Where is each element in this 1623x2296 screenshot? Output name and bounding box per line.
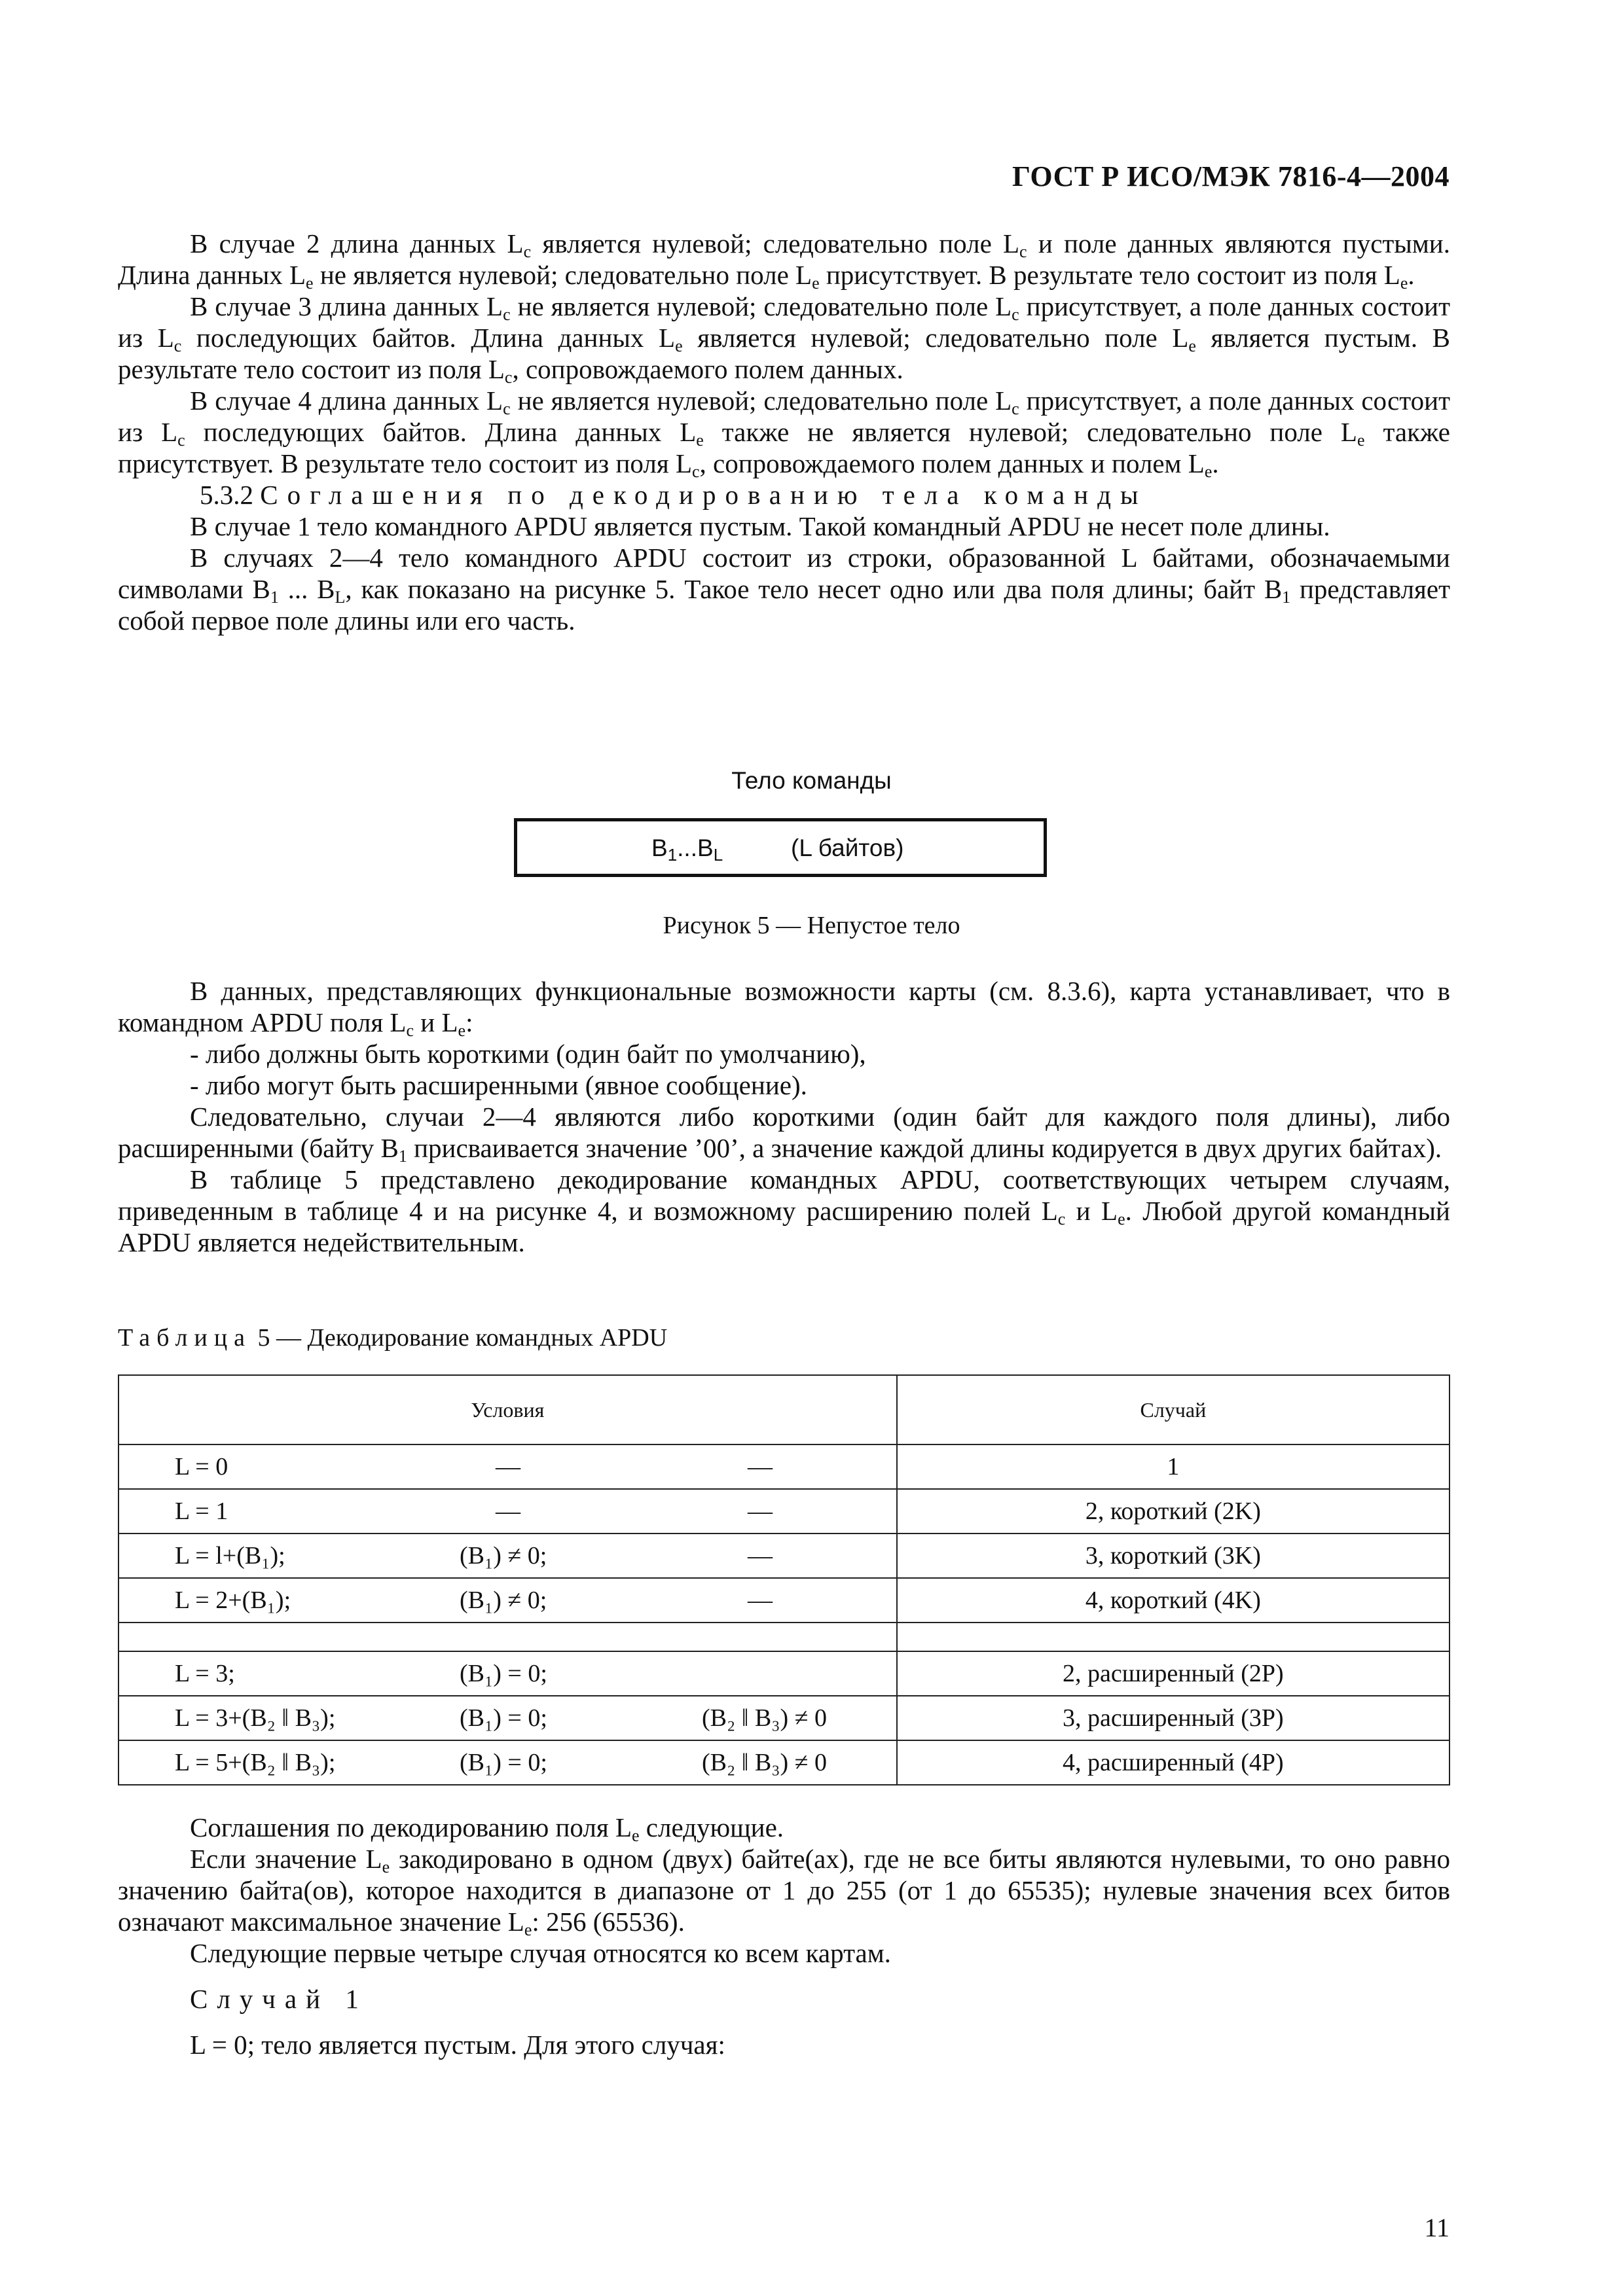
paragraph: В данных, представляющих функциональные возможности карты (см. 8.3.6), карта устанавливает, что в командном APDU поля $L_c$ и $L_e$: — [118, 976, 1450, 1040]
section-heading: 5.3.2 Соглашения по декодированию тела команды — [200, 480, 1148, 510]
paragraph: Следующие первые четыре случая относятся ко всем картам. — [190, 1938, 891, 1968]
table-caption: Таблица 5 — Декодирование командных APDU — [118, 1324, 668, 1352]
paragraph: Следовательно, случаи 2—4 являются либо короткими (один байт для каждого поля длины), либо расширенными (байту $B_1$ присваивается значение ’00’, а значение каждой длины кодируется в двух других байтах). — [118, 1102, 1450, 1166]
table-header-case: Случай — [897, 1375, 1450, 1444]
paragraph: L = 0; тело является пустым. Для этого случая: — [190, 2030, 725, 2060]
text-block-lower — [118, 1812, 1450, 2060]
table-row: L = 3+(B₂ ‖ B₃); (B₁) = 0; (B₂ ‖ B₃) ≠ 0 3, расширенный (3P) — [119, 1696, 1450, 1740]
list-item: - либо должны быть короткими (один байт по умолчанию), — [190, 1039, 866, 1069]
table-row: L = 3; (B₁) = 0; 2, расширенный (2P) — [119, 1651, 1450, 1696]
case-heading: Случай 1 — [190, 1984, 368, 2014]
paragraph: В случае 4 длина данных $L_c$ не является нулевой; следовательно поле $L_c$ присутствует, а поле данных состоит из $L_c$ последующих байтов. Длина данных $L_e$ также не является нулевой; следовательно поле $L_e$ также присутствует. В результате тело состоит из поля $L_c$, сопровождаемого полем данных и полем $L_e$. — [118, 386, 1451, 481]
document-header: ГОСТ Р ИСО/МЭК 7816-4—2004 — [1012, 160, 1450, 192]
figure-bytes-label: $B_1...B_L$ — [651, 834, 723, 865]
figure-caption: Рисунок 5 — Непустое тело — [663, 912, 960, 939]
decoding-table — [118, 1374, 1450, 1785]
page-number: 11 — [1424, 2213, 1450, 2242]
figure-command-body-box — [514, 818, 1047, 877]
paragraph: В случае 3 длина данных $L_c$ не является нулевой; следовательно поле $L_c$ присутствует, а поле данных состоит из $L_c$ последующих байтов. Длина данных $L_e$ является нулевой; следовательно поле $L_e$ является пустым. В результате тело состоит из поля $L_c$, сопровождаемого полем данных. — [118, 291, 1451, 387]
text-block-upper — [118, 228, 1450, 636]
paragraph: Если значение $L_e$ закодировано в одном (двух) байте(ах), где не все биты являются нулевыми, то оно равно значению байта(ов), которое находится в диапазоне от 1 до 255 (от 1 до 65535); нулевые значения всех битов означают максимальное значение $L_e$: 256 (65536). — [118, 1844, 1450, 1939]
paragraph: В таблице 5 представлено декодирование командных APDU, соответствующих четырем случаям, приведенным в таблице 4 и на рисунке 4, и возможному расширению полей $L_c$ и $L_e$. Любой другой командный APDU является недействительным. — [118, 1164, 1450, 1257]
table-row: L = l+(B₁); (B₁) ≠ 0; — 3, короткий (3K) — [119, 1534, 1450, 1578]
paragraph: Соглашения по декодированию поля $L_e$ следующие. — [190, 1812, 784, 1845]
paragraph: В случае 2 длина данных $L_c$ является нулевой; следовательно поле $L_c$ и поле данных являются пустыми. Длина данных $L_e$ не является нулевой; следовательно поле $L_e$ присутствует. В результате тело состоит из поля $L_e$. — [118, 228, 1450, 293]
table-row: L = 2+(B₁); (B₁) ≠ 0; — 4, короткий (4K) — [119, 1578, 1450, 1623]
table-row: L = 1 — — 2, короткий (2K) — [119, 1489, 1450, 1534]
figure-label: Тело команды — [731, 767, 892, 794]
table-row: L = 5+(B₂ ‖ B₃); (B₁) = 0; (B₂ ‖ B₃) ≠ 0 4, расширенный (4P) — [119, 1740, 1450, 1785]
table-header-conditions: Условия — [119, 1375, 897, 1444]
table-row: L = 0 — — 1 — [119, 1444, 1450, 1489]
figure-byte-count: (L байтов) — [791, 834, 904, 861]
paragraph: В случаях 2—4 тело командного APDU состоит из строки, образованной L байтами, обозначаемыми символами $B_1$ ... $B_L$, как показано на рисунке 5. Такое тело несет одно или два поля длины; байт $B_1$ представляет собой первое поле длины или его часть. — [118, 543, 1450, 636]
paragraph: В случае 1 тело командного APDU является пустым. Такой командный APDU не несет поле длины. — [190, 511, 1330, 541]
table-row-spacer — [119, 1623, 1450, 1651]
text-block-middle — [118, 975, 1450, 1258]
list-item: - либо могут быть расширенными (явное сообщение). — [190, 1070, 807, 1100]
